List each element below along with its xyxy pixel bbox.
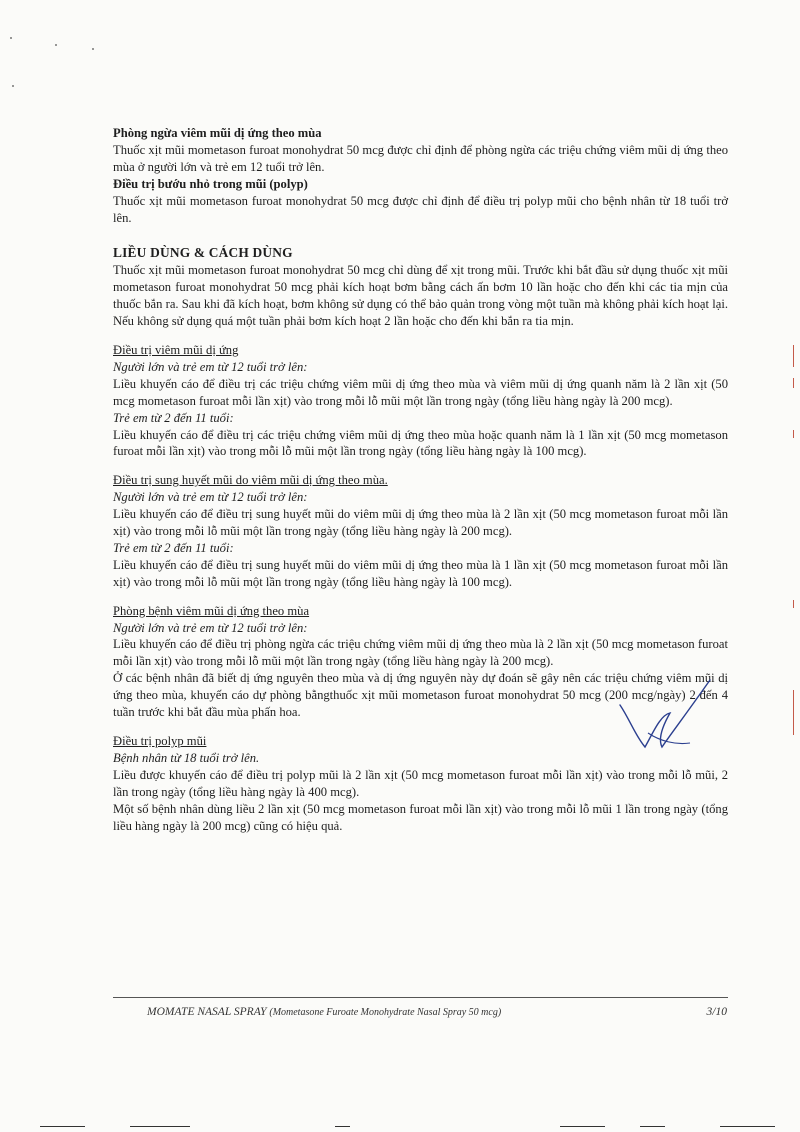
edge-mark <box>793 430 794 438</box>
paragraph: Liều khuyến cáo để điều trị các triệu chứng viêm mũi dị ứng theo mùa hoặc quanh năm là 1 lần xịt (50 mcg mometason furoat mỗi lần xịt) vào trong mỗi lỗ mũi một lần trong ngày (tổng liều hàng ngày là 100 mcg). <box>113 427 728 459</box>
scan-speck <box>12 85 14 87</box>
population-label: Người lớn và trẻ em từ 12 tuổi trở lên: <box>113 490 308 505</box>
scan-speck <box>10 37 12 39</box>
scan-dash <box>560 1126 605 1127</box>
paragraph: Liều được khuyến cáo để điều trị polyp mũi là 2 lần xịt (50 mcg mometason furoat mỗi lần xịt) vào trong mỗi lỗ mũi, 2 lần trong ngày (tổng liều hàng ngày là 400 mcg). <box>113 767 728 799</box>
paragraph: Liều khuyến cáo để điều trị sung huyết mũi do viêm mũi dị ứng theo mùa là 1 lần xịt (50 mcg mometason furoat mỗi lần xịt) vào trong mỗi lỗ mũi một lần trong ngày (tổng liều hàng ngày là 100 mcg). <box>113 557 728 589</box>
scan-dash <box>40 1126 85 1127</box>
population-label: Người lớn và trẻ em từ 12 tuổi trở lên: <box>113 359 308 374</box>
paragraph: Ở các bệnh nhân đã biết dị ứng nguyên theo mùa và dị ứng nguyên này dự đoán sẽ gây nên các triệu chứng viêm mũi dị ứng theo mùa, khuyến cáo dự phòng bằngthuốc xịt mũi mometason furoat monohydrat 50 mcg (200 mcg/ngày) 2 đến 4 tuần trước khi bắt đầu mùa phấn hoa. <box>113 671 728 720</box>
subsection-title: Điều trị viêm mũi dị ứng <box>113 342 239 357</box>
scan-dash <box>640 1126 665 1127</box>
section-heading: LIỀU DÙNG & CÁCH DÙNG <box>113 245 293 261</box>
edge-mark <box>793 378 794 388</box>
subheading: Điều trị bướu nhỏ trong mũi (polyp) <box>113 176 308 191</box>
population-label: Người lớn và trẻ em từ 12 tuổi trở lên: <box>113 620 308 635</box>
paragraph: Liều khuyến cáo để điều trị các triệu chứng viêm mũi dị ứng theo mùa và viêm mũi dị ứng quanh năm là 2 lần xịt (50 mcg mometason furoat mỗi lần xịt) vào trong mỗi lỗ mũi một lần trong ngày (tổng liều hàng ngày là 200 mcg). <box>113 376 728 408</box>
edge-mark <box>793 600 794 608</box>
subsection-title: Điều trị sung huyết mũi do viêm mũi dị ứng theo mùa. <box>113 473 388 488</box>
population-label: Trẻ em từ 2 đến 11 tuổi: <box>113 410 234 425</box>
signature-mark <box>600 675 730 775</box>
paragraph: Liều khuyến cáo để điều trị sung huyết mũi do viêm mũi dị ứng theo mùa là 2 lần xịt (50 mcg mometason furoat mỗi lần xịt) vào trong mỗi lỗ mũi một lần trong ngày (tổng liều hàng ngày là 200 mcg). <box>113 507 728 539</box>
edge-mark <box>793 690 794 735</box>
paragraph: Một số bệnh nhân dùng liều 2 lần xịt (50 mcg mometason furoat mỗi lần xịt) vào trong mỗi lỗ mũi 1 lần trong ngày (tổng liều hàng ngày là 200 mcg) cũng có hiệu quả. <box>113 801 728 833</box>
paragraph: Thuốc xịt mũi mometason furoat monohydrat 50 mcg chỉ dùng để xịt trong mũi. Trước khi bắt đầu sử dụng thuốc xịt mũi mometason furoat monohydrat 50 mcg phải kích hoạt bơm bằng cách ấn bơm 10 lần hoặc cho đến khi các tia mịn của thuốc bắn ra. Sau khi đã kích hoạt, bơm không sử dụng có thể bảo quản trong vòng một tuần mà không phải kích hoạt lại. Nếu không sử dụng quá một tuần phải bơm kích hoạt 2 lần hoặc cho đến khi bắn ra tia mịn. <box>113 263 728 329</box>
subsection-title: Phòng bệnh viêm mũi dị ứng theo mùa <box>113 603 310 618</box>
footer-subtitle: (Mometasone Furoate Monohydrate Nasal Spray 50 mcg) <box>269 1007 502 1018</box>
page-footer <box>147 1006 727 1018</box>
paragraph: Thuốc xịt mũi mometason furoat monohydrat 50 mcg được chỉ định để phòng ngừa các triệu chứng viêm mũi dị ứng theo mùa ở người lớn và trẻ em 12 tuổi trở lên. <box>113 142 728 174</box>
subsection-title: Điều trị polyp mũi <box>113 734 207 748</box>
scan-dash <box>130 1126 190 1127</box>
edge-mark <box>793 345 794 367</box>
scan-speck <box>92 48 94 50</box>
page-number: 3/10 <box>706 1006 727 1018</box>
scan-dash <box>720 1126 775 1127</box>
population-label: Bệnh nhân từ 18 tuổi trở lên. <box>113 750 260 765</box>
scan-dash <box>335 1126 350 1127</box>
subheading: Phòng ngừa viêm mũi dị ứng theo mùa <box>113 126 322 140</box>
scan-speck <box>55 44 57 46</box>
population-label: Trẻ em từ 2 đến 11 tuổi: <box>113 540 234 555</box>
paragraph: Thuốc xịt mũi mometason furoat monohydrat 50 mcg được chỉ định để điều trị polyp mũi cho bệnh nhân từ 18 tuổi trở lên. <box>113 193 728 225</box>
paragraph: Liều khuyến cáo để điều trị phòng ngừa các triệu chứng viêm mũi dị ứng theo mùa là 2 lần xịt (50 mcg mometason furoat mỗi lần xịt) vào trong mỗi lỗ mũi một lần trong ngày (tổng liều hàng ngày là 200 mcg). <box>113 637 728 669</box>
footer-product: MOMATE NASAL SPRAY <box>147 1006 267 1018</box>
footer-rule <box>113 997 728 998</box>
